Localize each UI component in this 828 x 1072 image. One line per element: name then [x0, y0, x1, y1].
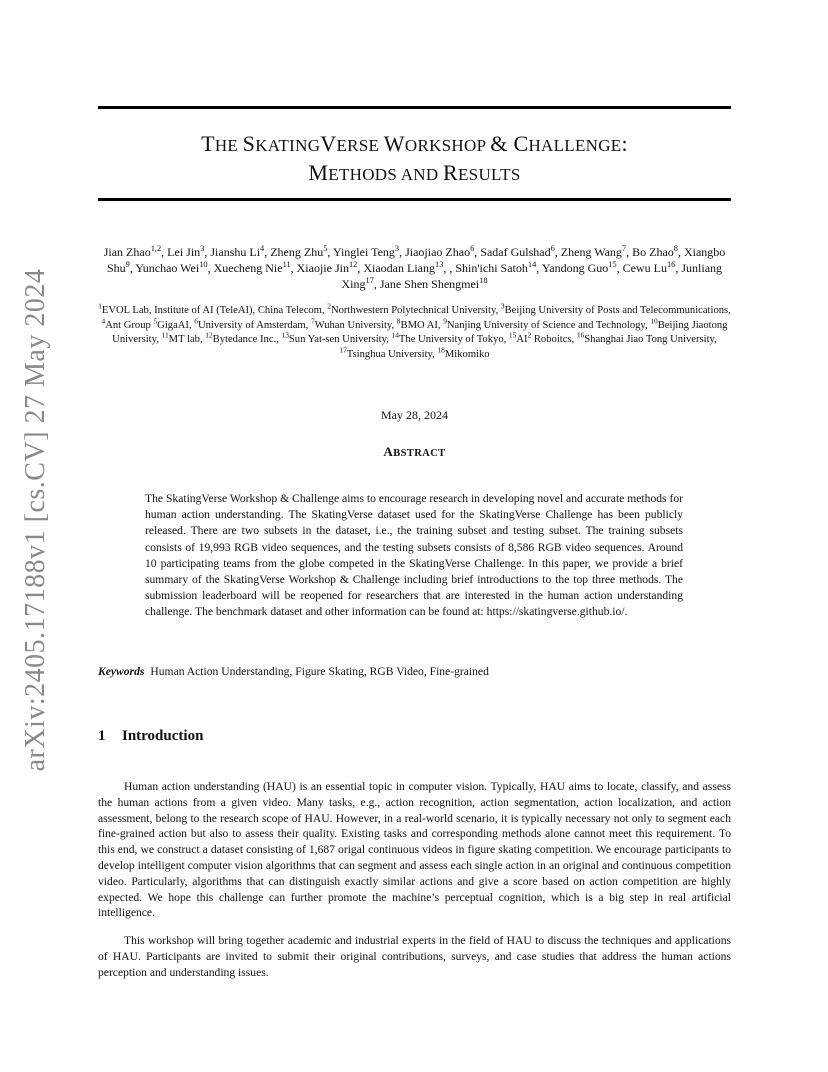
title-rule-bottom [98, 198, 731, 201]
abstract-body: The SkatingVerse Workshop & Challenge aims to encourage research in developing novel and accurate methods for human action understanding. The SkatingVerse dataset used for the SkatingVerse Challenge has been publicly released. There are two subsets in the dataset, i.e., the training subset and testing subset. The training subsets consists of 19,993 RGB video sequences, and the testing subsets consists of 8,586 RGB video sequences. Around 10 participating teams from the globe competed in the SkatingVerse Challenge. In this paper, we provide a brief summary of the SkatingVerse Workshop & Challenge including brief introductions to the top three methods. The submission leaderboard will be reopened for researchers that are interested in the human action understanding challenge. The benchmark dataset and other information can be found at: https://skatingverse.github.io/. [145, 492, 683, 619]
title-line-1-part: & C [490, 131, 529, 156]
title-line-1 [98, 130, 731, 159]
author-name: Jane Shen Shengmei [379, 277, 480, 291]
publication-date: May 28, 2024 [381, 408, 448, 422]
affiliation-name: Ant Group [105, 319, 154, 331]
author-separator: , [129, 261, 136, 275]
author-list [98, 244, 731, 292]
author-separator: , [616, 261, 623, 275]
affiliation-name: MT lab, [168, 334, 206, 345]
abstract-heading [98, 444, 731, 460]
author-affiliation-mark: 17 [365, 276, 374, 285]
affiliation-mark: 1 [98, 301, 102, 311]
affiliation-mark: 14 [391, 330, 399, 340]
affiliation-mark: 2 [327, 301, 331, 311]
affiliation-list [98, 301, 731, 362]
affiliation-mark: 10 [650, 315, 658, 325]
title-line-1-part: KATING [255, 136, 321, 155]
author-name: Xiaodan Liang [363, 261, 435, 275]
author-separator: , [399, 245, 406, 259]
author-separator: , [290, 261, 297, 275]
author-separator: , [264, 245, 271, 259]
author-affiliation-mark: 11 [282, 260, 291, 269]
author-affiliation-mark: 3 [200, 244, 205, 253]
author-affiliation-mark: 5 [323, 244, 328, 253]
affiliation-mark: 12 [205, 330, 213, 340]
affiliation-mark: 4 [101, 315, 106, 325]
affiliation-mark: 7 [310, 315, 315, 325]
arxiv-sidebar [16, 270, 56, 770]
author-name: Yinglei Teng [332, 245, 395, 259]
title-line-2-part: ESULTS [458, 165, 521, 184]
affiliation-name: Wuhan University, [314, 319, 397, 331]
affiliation-name: Beijing Jiaotong University, [112, 319, 728, 345]
author-separator: , [536, 261, 542, 275]
affiliation-name: Mikomiko [444, 348, 490, 360]
title-line-2-part: ETHODS AND [328, 165, 444, 184]
author-name: Cewu Lu [622, 261, 667, 275]
title-line-1-part: HALLENGE [528, 136, 622, 155]
affiliation-name: GigaAI, [157, 319, 195, 331]
author-affiliation-mark: 15 [608, 260, 617, 269]
author-separator: , [675, 261, 682, 275]
author-separator: , [207, 261, 214, 275]
affiliation-mark: 17 [339, 344, 347, 354]
author-separator: , [677, 245, 684, 259]
title-line-1-part: ORKSHOP [404, 136, 491, 155]
affiliation-name: Beijing University of Posts and Telecommunications, [504, 305, 731, 316]
affiliation-name: Sun Yat-sen University, [288, 334, 392, 345]
affiliation-mark: 3 [500, 301, 505, 311]
author-affiliation-mark: 4 [260, 244, 265, 253]
author-affiliation-mark: 10 [199, 260, 208, 269]
author-name: Xiaojie Jin [296, 261, 349, 275]
author-affiliation-mark: 9 [125, 260, 130, 269]
author-name: Xiangbo Shu [106, 245, 726, 275]
title-line-2-part: R [443, 160, 458, 185]
affiliation-name: Northwestern Polytechnical University, [330, 305, 501, 316]
author-separator: , [327, 245, 333, 259]
author-name: Jian Zhao [103, 245, 151, 259]
author-name: Yunchao Wei [135, 261, 200, 275]
author-affiliation-mark: 7 [621, 244, 627, 253]
author-affiliation-mark: 14 [527, 260, 537, 269]
affiliation-name-superscript: 2 [527, 330, 532, 340]
title-line-1-part: : [621, 131, 628, 156]
keywords-text: Human Action Understanding, Figure Skating, RGB Video, Fine-grained [150, 665, 489, 678]
author-name: Jianshu Li [210, 245, 261, 259]
author-name: Bo Zhao [632, 245, 674, 259]
author-affiliation-mark: 13 [435, 260, 444, 269]
author-affiliation-mark: 6 [470, 244, 475, 253]
title-line-2-part: M [308, 160, 329, 185]
affiliation-mark: 16 [576, 330, 585, 340]
affiliation-mark: 9 [443, 315, 447, 325]
title-line-2 [98, 159, 731, 188]
affiliation-name-suffix: Roboitcs, [531, 334, 577, 345]
intro-paragraph-1: Human action understanding (HAU) is an essential topic in computer vision. Typically, HAU aims to locate, classify, and assess the human actions from a given video. Many tasks, e.g., action recognition, action segmentation, action localization, and action assessment, belong to the research scope of HAU. However, in a real-world scenario, it is typically necessary not only to segment each fine-grained action but also to assess their quality. Existing tasks and corresponding methods alone cannot meet this requirement. To this end, we construct a dataset consisting of 1,687 origal continuous videos in figure skating competition. We encourage participants to develop intelligent computer vision algorithms that can segment and assess each single action in an original and continuous competition video. Particularly, algorithms that can distinguish exactly similar actions and give a score based on action competition are highly expected. We hope this challenge can further promote the machine’s perceptual cognition, which is a big step in real artificial intelligence. [98, 780, 731, 920]
author-separator: , , [443, 261, 456, 275]
affiliation-mark: 6 [194, 315, 198, 325]
author-name: Xuecheng Nie [213, 261, 283, 275]
arxiv-stamp: arXiv:2405.17188v1 [cs.CV] 27 May 2024 [20, 268, 51, 772]
author-name: Junliang Xing [341, 261, 723, 291]
affiliation-name: EVOL Lab, Institute of AI (TeleAI), China Telecom, [101, 305, 328, 316]
section-heading [98, 728, 203, 745]
abstract-heading-initial: A [383, 444, 394, 459]
author-separator: , [626, 245, 633, 259]
title-line-1-part: V [320, 131, 337, 156]
author-affiliation-mark: 1,2 [150, 244, 162, 253]
affiliation-mark: 18 [437, 344, 445, 354]
author-name: Zheng Wang [560, 245, 622, 259]
affiliation-name: Shanghai Jiao Tong University, [584, 334, 717, 345]
author-name: Zheng Zhu [270, 245, 324, 259]
author-affiliation-mark: 16 [666, 260, 676, 269]
keywords-label: Keywords [98, 665, 145, 678]
section-number: 1 [98, 728, 106, 744]
author-separator: , [204, 245, 211, 259]
author-name: Shin'ichi Satoh [455, 261, 528, 275]
affiliation-name: AI [516, 334, 528, 345]
affiliation-name: The University of Tokyo, [398, 334, 509, 345]
title-line-1-part: ERSE [336, 136, 384, 155]
author-affiliation-mark: 8 [673, 244, 678, 253]
author-separator: , [357, 261, 364, 275]
abstract-heading-rest: BSTRACT [393, 448, 446, 459]
affiliation-name: Tsinghua University, [346, 348, 438, 360]
affiliation-name: University of Amsterdam, [197, 319, 311, 331]
affiliation-name: Bytedance Inc., [212, 334, 282, 345]
title-line-1-part: S [242, 131, 256, 156]
author-separator: , [554, 245, 561, 259]
intro-paragraph-2: This workshop will bring together academic and industrial experts in the field of HAU to discuss the techniques and applications of HAU. Participants are invited to submit their original contributions, surveys, and case studies that address the human actions perception and understanding issues. [98, 934, 731, 979]
author-affiliation-mark: 3 [394, 244, 400, 253]
title-line-1-part: W [383, 131, 405, 156]
author-separator: , [474, 245, 481, 259]
author-name: Sadaf Gulshad [480, 245, 551, 259]
affiliation-name: BMO AI, [400, 319, 444, 331]
affiliation-mark: 11 [161, 330, 169, 340]
section-title: Introduction [122, 728, 204, 744]
author-affiliation-mark: 12 [348, 260, 358, 269]
keywords [98, 665, 731, 678]
affiliation-name: Nanjing University of Science and Technology, [446, 319, 651, 331]
affiliation-mark: 5 [153, 315, 158, 325]
affiliation-mark: 13 [281, 330, 289, 340]
author-name: Jiaojiao Zhao [405, 245, 471, 259]
author-name: Lei Jin [167, 245, 201, 259]
title-line-1-part: HE [214, 136, 243, 155]
title-rule-top [98, 106, 731, 109]
paper-title [98, 130, 731, 188]
affiliation-mark: 15 [508, 330, 517, 340]
affiliation-mark: 8 [396, 315, 401, 325]
author-affiliation-mark: 6 [550, 244, 555, 253]
title-line-1-part: T [201, 131, 215, 156]
author-name: Yandong Guo [541, 261, 609, 275]
author-affiliation-mark: 18 [479, 276, 488, 285]
author-separator: , [373, 277, 380, 291]
author-separator: , [161, 245, 168, 259]
